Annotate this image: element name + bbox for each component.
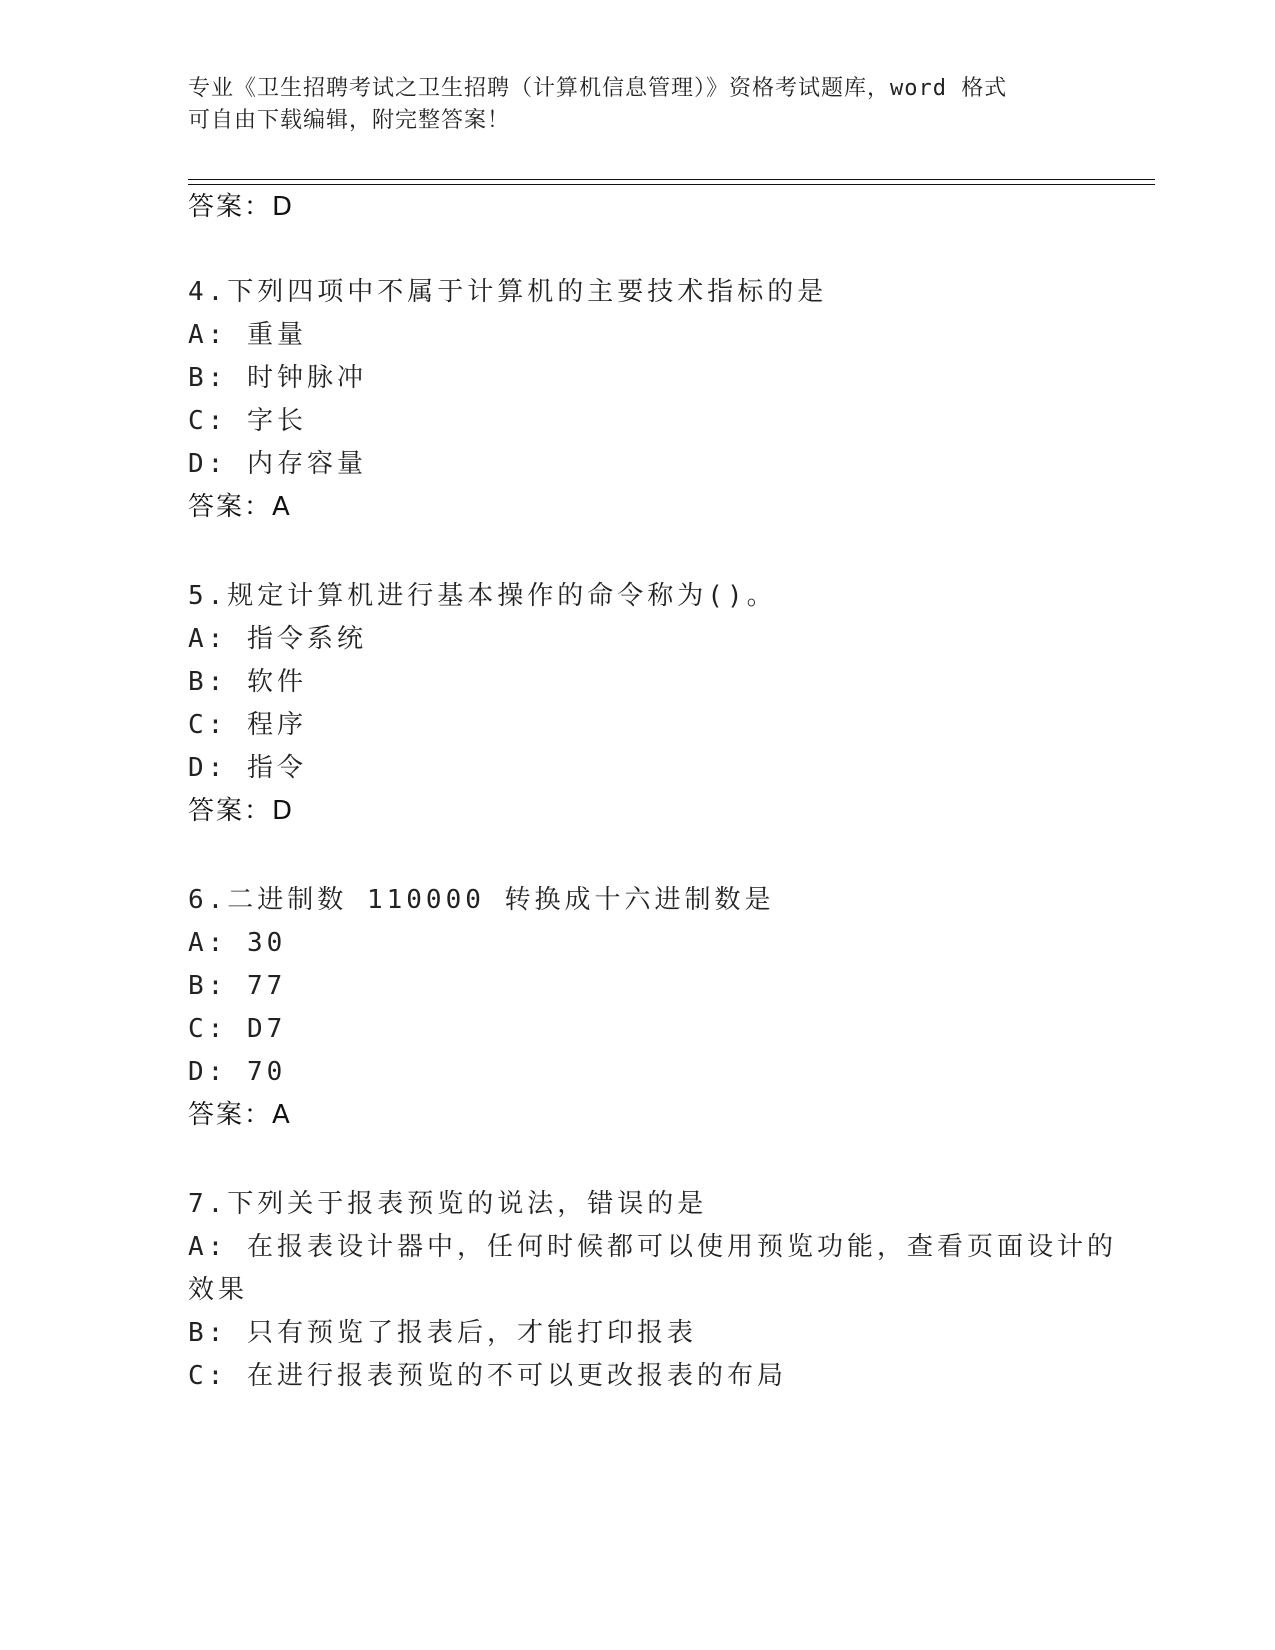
question-option: D: 内存容量: [188, 449, 367, 479]
header-line-2: 可自由下载编辑，附完整答案！: [188, 108, 511, 133]
question-option: C: 字长: [188, 406, 307, 436]
question-option: B: 时钟脉冲: [188, 363, 367, 393]
question-option: D: 70: [188, 1057, 287, 1087]
question-option-continuation: 效果: [188, 1275, 249, 1305]
header-divider-bottom: [188, 184, 1155, 185]
question-stem: 6.二进制数 110000 转换成十六进制数是: [188, 885, 775, 915]
answer-label: 答案：A: [188, 1100, 292, 1130]
question-option: A: 重量: [188, 320, 307, 350]
document-header: [188, 73, 1068, 137]
question-stem: 7.下列关于报表预览的说法，错误的是: [188, 1189, 708, 1219]
question-option: A: 30: [188, 928, 287, 958]
question-option: A: 指令系统: [188, 624, 367, 654]
question-option: D: 指令: [188, 753, 307, 783]
question-option: C: D7: [188, 1014, 287, 1044]
answer-label: 答案：A: [188, 492, 292, 522]
header-line-1: 专业《卫生招聘考试之卫生招聘（计算机信息管理）》资格考试题库，word 格式: [188, 76, 1008, 101]
answer-label: 答案：D: [188, 192, 295, 222]
question-stem: 5.规定计算机进行基本操作的命令称为()。: [188, 581, 777, 611]
question-option: B: 只有预览了报表后，才能打印报表: [188, 1318, 697, 1348]
question-option: A: 在报表设计器中，任何时候都可以使用预览功能，查看页面设计的: [188, 1232, 1117, 1262]
question-option: C: 在进行报表预览的不可以更改报表的布局: [188, 1361, 787, 1391]
question-option: B: 77: [188, 971, 287, 1001]
question-stem: 4.下列四项中不属于计算机的主要技术指标的是: [188, 277, 828, 307]
question-option: C: 程序: [188, 710, 307, 740]
answer-label: 答案：D: [188, 796, 295, 826]
question-option: B: 软件: [188, 667, 307, 697]
header-divider-top: [188, 179, 1155, 180]
